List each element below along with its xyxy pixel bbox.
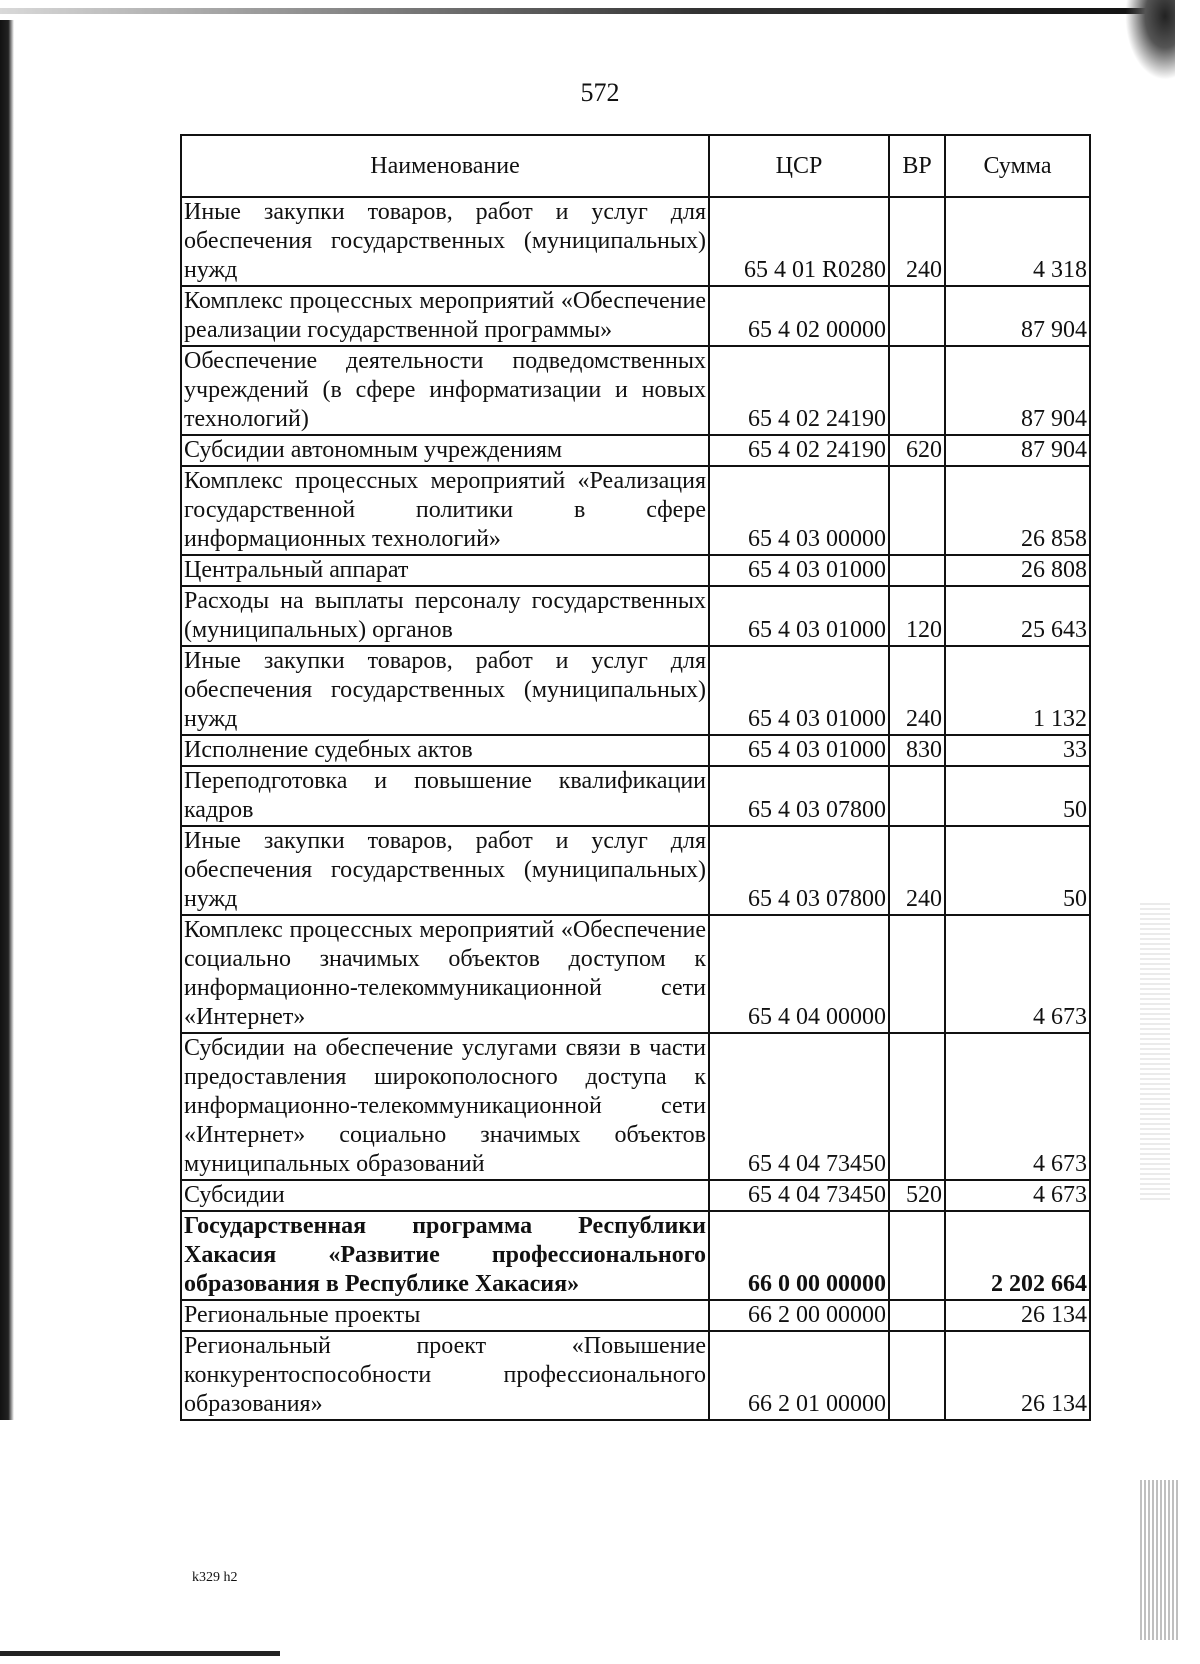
cell-vr (889, 1300, 945, 1331)
header-sum: Сумма (945, 135, 1090, 197)
cell-csr: 65 4 04 00000 (709, 915, 889, 1033)
scan-edge-bottom (0, 1651, 280, 1656)
cell-sum: 26 858 (945, 466, 1090, 555)
cell-vr: 830 (889, 735, 945, 766)
cell-csr: 65 4 04 73450 (709, 1180, 889, 1211)
cell-vr (889, 1033, 945, 1180)
cell-sum: 33 (945, 735, 1090, 766)
table-row (181, 555, 1090, 586)
cell-csr: 65 4 03 07800 (709, 766, 889, 826)
cell-vr (889, 766, 945, 826)
table-row (181, 346, 1090, 435)
table-body (181, 197, 1090, 1420)
cell-vr (889, 555, 945, 586)
cell-sum: 87 904 (945, 435, 1090, 466)
cell-name: Исполнение судебных актов (181, 735, 709, 766)
cell-name: Обеспечение деятельности подведомственных учреждений (в сфере информатизации и новых технологий) (181, 346, 709, 435)
cell-name: Иные закупки товаров, работ и услуг для обеспечения государственных (муниципальных) нужд (181, 197, 709, 286)
scan-corner-shadow (1125, 0, 1175, 80)
scan-edge-top (0, 8, 1165, 14)
cell-sum: 4 673 (945, 915, 1090, 1033)
cell-csr: 66 2 01 00000 (709, 1331, 889, 1420)
table-row (181, 766, 1090, 826)
cell-name: Государственная программа Республики Хакасия «Развитие профессионального образования в Республике Хакасия» (181, 1211, 709, 1300)
table-row (181, 286, 1090, 346)
table-row (181, 197, 1090, 286)
table-row (181, 586, 1090, 646)
cell-csr: 65 4 03 01000 (709, 586, 889, 646)
cell-vr: 240 (889, 826, 945, 915)
table-header-row (181, 135, 1090, 197)
cell-name: Переподготовка и повышение квалификации кадров (181, 766, 709, 826)
cell-sum: 50 (945, 826, 1090, 915)
cell-name: Центральный аппарат (181, 555, 709, 586)
cell-name: Комплекс процессных мероприятий «Обеспечение социально значимых объектов доступом к информационно-телекоммуникационной сети «Интернет» (181, 915, 709, 1033)
budget-table (180, 134, 1091, 1421)
cell-sum: 2 202 664 (945, 1211, 1090, 1300)
cell-csr: 65 4 03 01000 (709, 646, 889, 735)
cell-sum: 87 904 (945, 286, 1090, 346)
cell-name: Региональные проекты (181, 1300, 709, 1331)
table-row (181, 1180, 1090, 1211)
header-vr: ВР (889, 135, 945, 197)
table-row (181, 735, 1090, 766)
table-row (181, 1033, 1090, 1180)
cell-csr: 65 4 03 01000 (709, 735, 889, 766)
scan-noise (1140, 1480, 1180, 1640)
cell-sum: 87 904 (945, 346, 1090, 435)
cell-vr (889, 346, 945, 435)
cell-vr: 620 (889, 435, 945, 466)
cell-sum: 4 673 (945, 1033, 1090, 1180)
cell-name: Иные закупки товаров, работ и услуг для обеспечения государственных (муниципальных) нужд (181, 826, 709, 915)
cell-sum: 4 673 (945, 1180, 1090, 1211)
footer-code: k329 h2 (192, 1570, 238, 1585)
table-row (181, 435, 1090, 466)
cell-sum: 26 134 (945, 1331, 1090, 1420)
cell-csr: 65 4 02 24190 (709, 346, 889, 435)
cell-vr: 120 (889, 586, 945, 646)
cell-sum: 26 134 (945, 1300, 1090, 1331)
cell-csr: 66 2 00 00000 (709, 1300, 889, 1331)
cell-vr: 240 (889, 197, 945, 286)
cell-name: Комплекс процессных мероприятий «Реализация государственной политики в сфере информационных технологий» (181, 466, 709, 555)
cell-vr: 520 (889, 1180, 945, 1211)
header-csr: ЦСР (709, 135, 889, 197)
cell-vr (889, 1211, 945, 1300)
cell-sum: 4 318 (945, 197, 1090, 286)
cell-sum: 50 (945, 766, 1090, 826)
cell-csr: 65 4 03 00000 (709, 466, 889, 555)
scan-edge-left (0, 20, 14, 1420)
cell-name: Субсидии на обеспечение услугами связи в части предоставления широкополосного доступа к информационно-телекоммуникационной сети «Интернет» социально значимых объектов муниципальных образований (181, 1033, 709, 1180)
page-number: 572 (580, 78, 620, 107)
cell-sum: 25 643 (945, 586, 1090, 646)
cell-csr: 65 4 03 07800 (709, 826, 889, 915)
cell-sum: 1 132 (945, 646, 1090, 735)
cell-vr (889, 1331, 945, 1420)
cell-csr: 66 0 00 00000 (709, 1211, 889, 1300)
cell-name: Расходы на выплаты персоналу государственных (муниципальных) органов (181, 586, 709, 646)
scan-noise (1140, 900, 1170, 1200)
table-row (181, 1300, 1090, 1331)
cell-name: Иные закупки товаров, работ и услуг для обеспечения государственных (муниципальных) нужд (181, 646, 709, 735)
cell-csr: 65 4 03 01000 (709, 555, 889, 586)
header-name: Наименование (181, 135, 709, 197)
table-row (181, 915, 1090, 1033)
cell-csr: 65 4 04 73450 (709, 1033, 889, 1180)
cell-vr (889, 286, 945, 346)
cell-csr: 65 4 01 R0280 (709, 197, 889, 286)
cell-name: Региональный проект «Повышение конкурентоспособности профессионального образования» (181, 1331, 709, 1420)
cell-sum: 26 808 (945, 555, 1090, 586)
table-row (181, 466, 1090, 555)
cell-csr: 65 4 02 24190 (709, 435, 889, 466)
table-row (181, 1331, 1090, 1420)
cell-name: Комплекс процессных мероприятий «Обеспечение реализации государственной программы» (181, 286, 709, 346)
cell-vr: 240 (889, 646, 945, 735)
table-row (181, 826, 1090, 915)
table-row (181, 1211, 1090, 1300)
cell-vr (889, 466, 945, 555)
cell-name: Субсидии (181, 1180, 709, 1211)
cell-csr: 65 4 02 00000 (709, 286, 889, 346)
table-row (181, 646, 1090, 735)
cell-vr (889, 915, 945, 1033)
cell-name: Субсидии автономным учреждениям (181, 435, 709, 466)
